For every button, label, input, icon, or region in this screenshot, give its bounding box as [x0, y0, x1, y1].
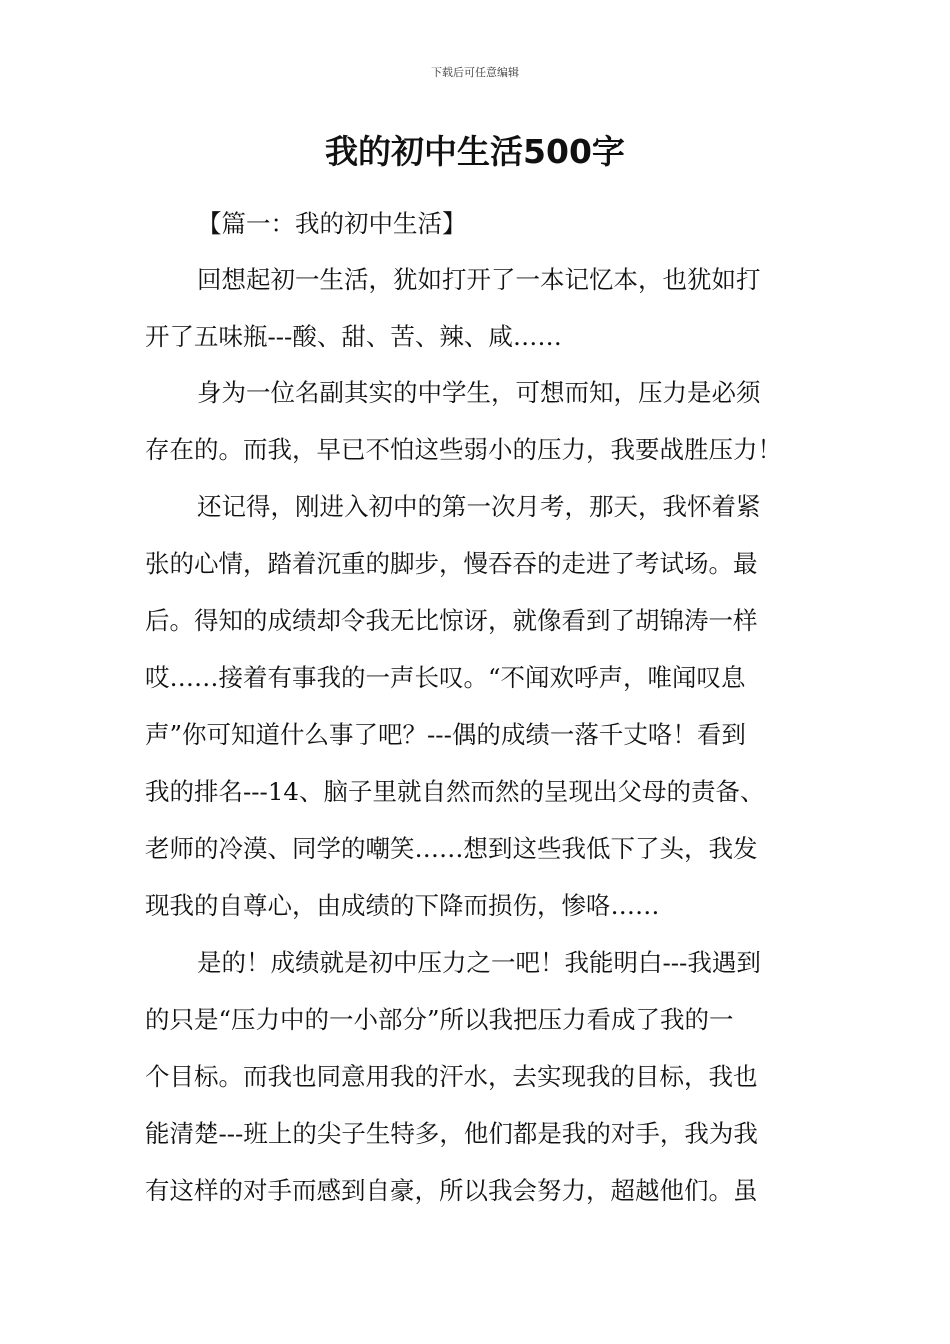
body-line: 回想起初一生活，犹如打开了一本记忆本，也犹如打	[197, 265, 761, 294]
body-line: 个目标。而我也同意用我的汗水，去实现我的目标，我也	[145, 1062, 758, 1091]
body-line: 开了五味瓶---酸、甜、苦、辣、咸……	[145, 322, 562, 351]
body-line: 我的排名---14、脑子里就自然而然的呈现出父母的责备、	[145, 777, 765, 806]
body-line: 张的心情，踏着沉重的脚步，慢吞吞的走进了考试场。最	[145, 549, 758, 578]
body-line: 现我的自尊心，由成绩的下降而损伤，惨咯……	[145, 891, 660, 920]
body-line: 声”你可知道什么事了吧？---偶的成绩一落千丈咯！看到	[145, 720, 746, 749]
body-line: 能清楚---班上的尖子生特多，他们都是我的对手，我为我	[145, 1119, 758, 1148]
section-heading: 【篇一：我的初中生活】	[197, 209, 467, 238]
body-line: 哎……接着有事我的一声长叹。“不闻欢呼声，唯闻叹息	[145, 663, 746, 692]
body-line: 有这样的对手而感到自豪，所以我会努力，超越他们。虽	[145, 1176, 758, 1205]
body-line: 是的！成绩就是初中压力之一吧！我能明白---我遇到	[197, 948, 761, 977]
body-line: 老师的冷漠、同学的嘲笑……想到这些我低下了头，我发	[145, 834, 758, 863]
page-title: 我的初中生活500字	[325, 132, 625, 171]
header-note: 下载后可任意编辑	[431, 66, 519, 79]
body-line: 还记得，刚进入初中的第一次月考，那天，我怀着紧	[197, 492, 761, 521]
body-line: 后。得知的成绩却令我无比惊讶，就像看到了胡锦涛一样	[145, 606, 758, 635]
body-line: 存在的。而我，早已不怕这些弱小的压力，我要战胜压力！	[145, 435, 782, 464]
body-line: 的只是“压力中的一小部分”所以我把压力看成了我的一	[145, 1005, 734, 1034]
body-line: 身为一位名副其实的中学生，可想而知，压力是必须	[197, 378, 761, 407]
